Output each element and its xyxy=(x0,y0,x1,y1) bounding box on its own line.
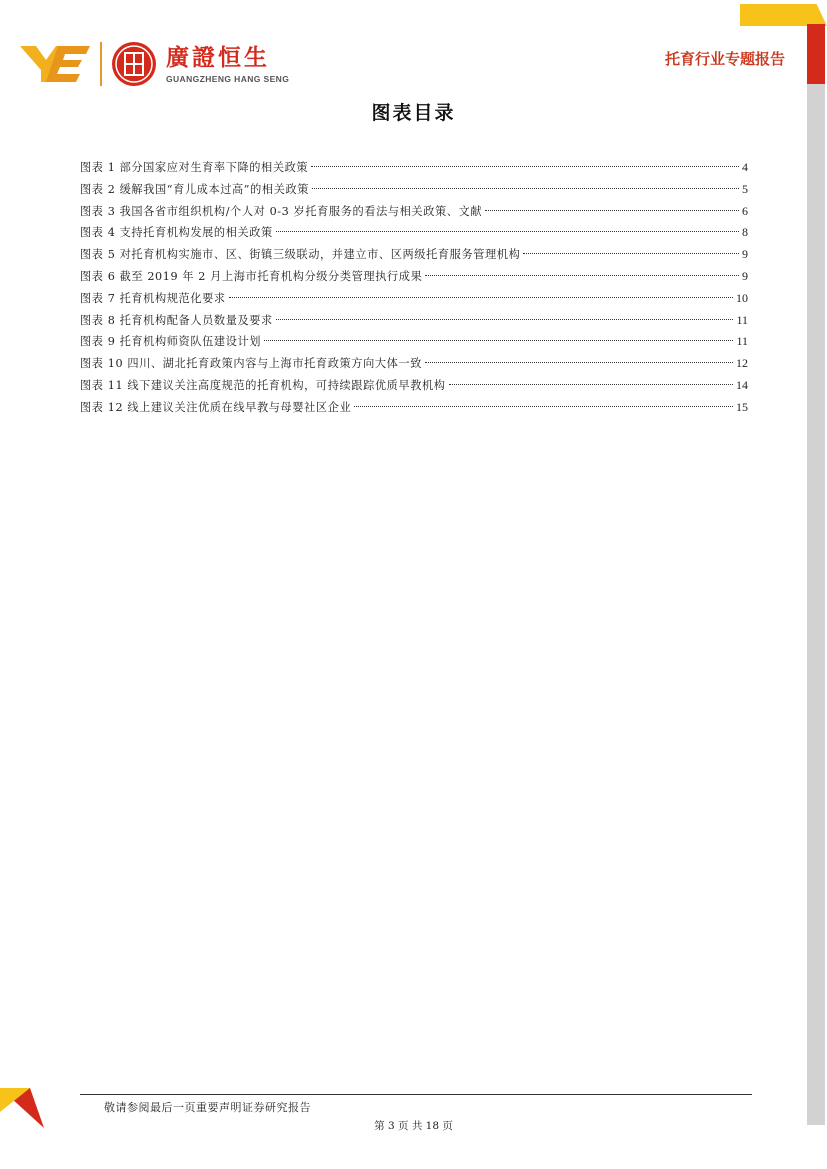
dot-leader xyxy=(276,231,739,232)
logo-divider xyxy=(100,42,102,86)
dot-leader xyxy=(276,319,734,320)
toc-entry-label: 图表 1 部分国家应对生育率下降的相关政策 xyxy=(80,161,309,174)
dot-leader xyxy=(312,188,739,189)
toc-entry-page: 14 xyxy=(736,377,748,392)
toc-entry-page: 5 xyxy=(742,181,748,196)
toc-entry-page: 9 xyxy=(742,247,748,262)
toc-entry-page: 11 xyxy=(736,334,748,349)
ye-logo-icon xyxy=(20,42,90,86)
toc-entry-page: 11 xyxy=(736,312,748,327)
toc-entry[interactable] xyxy=(80,331,748,353)
report-title: 托育行业专题报告 xyxy=(664,50,785,68)
toc-entry[interactable] xyxy=(80,201,748,223)
side-margin-bar xyxy=(807,84,825,1125)
company-logo xyxy=(20,38,289,90)
toc-entry-label: 图表 6 截至 2019 年 2 月上海市托育机构分级分类管理执行成果 xyxy=(80,269,423,283)
dot-leader xyxy=(523,253,739,254)
header-corner-decoration xyxy=(740,4,827,26)
toc-entry[interactable] xyxy=(80,266,748,288)
toc-entry-label: 图表 9 托育机构师资队伍建设计划 xyxy=(80,335,262,349)
toc-entry-label: 图表 12 线上建议关注优质在线早教与母婴社区企业 xyxy=(80,400,352,414)
dot-leader xyxy=(425,362,733,363)
toc-entry[interactable] xyxy=(80,310,748,332)
toc-entry[interactable] xyxy=(80,157,748,179)
dot-leader xyxy=(354,406,733,407)
toc-entry-page: 9 xyxy=(742,268,748,283)
toc-entry-label: 图表 10 四川、湖北托育政策内容与上海市托育政策方向大体一致 xyxy=(80,357,423,371)
page-title: 图表目录 xyxy=(371,102,456,124)
dot-leader xyxy=(449,384,733,385)
toc-entry-label: 图表 4 支持托育机构发展的相关政策 xyxy=(80,226,273,240)
toc-entry-page: 15 xyxy=(736,399,748,414)
brand-name-en: GUANGZHENG HANG SENG xyxy=(166,73,290,84)
side-accent-bar xyxy=(807,24,825,86)
toc-entry[interactable] xyxy=(80,397,748,419)
toc-entry-page: 8 xyxy=(742,225,748,240)
toc-entry[interactable] xyxy=(80,222,748,244)
toc-entry-label: 图表 5 对托育机构实施市、区、街镇三级联动，并建立市、区两级托育服务管理机构 xyxy=(80,248,521,262)
footer-disclaimer: 敬请参阅最后一页重要声明证券研究报告 xyxy=(104,1101,311,1114)
toc-entry[interactable] xyxy=(80,179,748,201)
table-of-figures xyxy=(80,157,748,419)
toc-entry-page: 12 xyxy=(736,356,748,371)
toc-entry-label: 图表 7 托育机构规范化要求 xyxy=(80,291,226,305)
toc-entry-page: 10 xyxy=(736,290,748,305)
toc-entry-page: 4 xyxy=(742,160,748,174)
toc-entry-page: 6 xyxy=(742,203,748,218)
toc-entry-label: 图表 8 托育机构配备人员数量及要求 xyxy=(80,313,273,327)
toc-entry[interactable] xyxy=(80,375,748,397)
dot-leader xyxy=(229,297,733,298)
page-indicator: 第 3 页 共 18 页 xyxy=(374,1120,453,1132)
toc-entry[interactable] xyxy=(80,353,748,375)
toc-entry-label: 图表 3 我国各省市组织机构/个人对 0-3 岁托育服务的看法与相关政策、文献 xyxy=(80,204,483,218)
brand-text xyxy=(166,45,289,84)
brand-name-cn: 廣證恒生 xyxy=(166,44,270,71)
toc-entry-label: 图表 11 线下建议关注高度规范的托育机构，可持续跟踪优质早教机构 xyxy=(80,378,446,392)
seal-logo-icon xyxy=(110,40,158,88)
toc-entry[interactable] xyxy=(80,288,748,310)
dot-leader xyxy=(311,166,739,167)
toc-entry-label: 图表 2 缓解我国“育儿成本过高”的相关政策 xyxy=(80,182,310,196)
dot-leader xyxy=(264,340,733,341)
dot-leader xyxy=(425,275,739,276)
dot-leader xyxy=(485,210,739,211)
toc-entry[interactable] xyxy=(80,244,748,266)
footer-divider xyxy=(80,1094,752,1095)
